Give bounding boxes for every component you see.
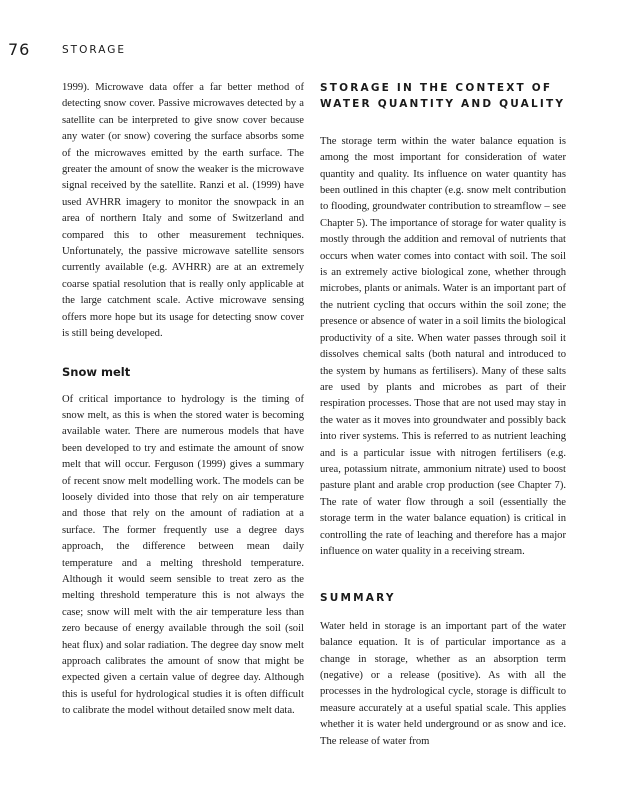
- page-number: 76: [8, 40, 31, 59]
- left-column: [62, 80, 304, 720]
- section-heading-line2: WATER QUANTITY AND QUALITY: [320, 98, 566, 111]
- paragraph-snow-melt: Of critical importance to hydrology is the timing of snow melt, as this is when the stored water is becoming available water. There are numerous models that have been developed to try and estimate the amount of snow melt that will occur. Ferguson (1999) gives a summary of recent snow melt modelling work. The models can be loosely divided into those that rely on air temperature and those that rely on the amount of radiation at a surface. The former frequently use a degree days approach, the difference between mean daily temperature and a melting threshold temperature. Although it would seem sensible to treat zero as the melting threshold temperature this is not always the case; snow will melt with the air temperature less than zero because of energy available through the soil (soil heat flux) and solar radiation. The degree day snow melt approach calibrates the amount of snow that might be expected given a certain value of degree day. Although this is useful for hydrological studies it is often difficult to calibrate the model without detailed snow melt data.: [62, 393, 304, 717]
- section-heading-storage-context: [320, 80, 566, 113]
- summary-heading: SUMMARY: [320, 592, 396, 605]
- paragraph-satellite-snow-cover: 1999). Microwave data offer a far better method of detecting snow cover. Passive microwaves detected by a satellite can be interpreted to give snow cover because any water (or snow) covering the surface absorbs some of the microwaves emitted by the earth surface. The greater the amount of snow the weaker is the microwave signal received by the satellite. Ranzi et al. (1999) have used AVHRR imagery to monitor the snowpack in an area of northern Italy and some of Switzerland and compared this to other measurement techniques. Unfortunately, the passive microwave satellite sensors currently available (e.g. AVHRR) are at an extremely coarse spatial resolution that is really only applicable at the large catchment scale. Active microwave sensing offers more hope but its usage for detecting snow cover is still being developed.: [62, 82, 304, 340]
- section-heading-line1: STORAGE IN THE CONTEXT OF: [320, 82, 553, 94]
- right-column: [320, 80, 566, 750]
- running-head: STORAGE: [62, 44, 126, 56]
- paragraph-summary: Water held in storage is an important part of the water balance equation. It is of particular importance as a change in storage, whether as an absorption term (negative) or a release (positive). As with all the processes in the hydrological cycle, storage is difficult to measure accurately at a useful spatial scale. This applies whether it is water held underground or as snow and ice. The release of water from: [320, 620, 566, 747]
- paragraph-storage-context: The storage term within the water balance equation is among the most important for consideration of water quantity and quality. Its influence on water quantity has been outlined in this chapter (e.g. snow melt contribution to flooding, groundwater contribution to streamflow – see Chapter 5). The importance of storage for water quality is mostly through the addition and removal of nutrients that occurs when water comes into contact with soil. The soil is an extremely active biological zone, whether through microbes, plants or animals. Water is an important part of the nutrient cycling that occurs within the soil zone; the presence or absence of water in a soil limits the biological productivity of a site. When water passes through soil it dissolves chemical salts (both natural and introduced to the system by humans as fertilisers). Many of these salts are used by plants and microbes as part of their respiration processes. Those that are not used may stay in the water as it moves into groundwater and possibly back into river systems. This is referred to as nutrient leaching and is a particular issue with nitrogen fertilisers (e.g. urea, potassium nitrate, ammonium nitrate) used to boost pasture plant and arable crop production (see Chapter 7). The rate of water flow through a soil (essentially the storage term in the water balance equation) is critical in controlling the rate of leaching and therefore has a major influence on water quality in a receiving stream.: [320, 135, 566, 557]
- snow-melt-heading: Snow melt: [62, 364, 131, 379]
